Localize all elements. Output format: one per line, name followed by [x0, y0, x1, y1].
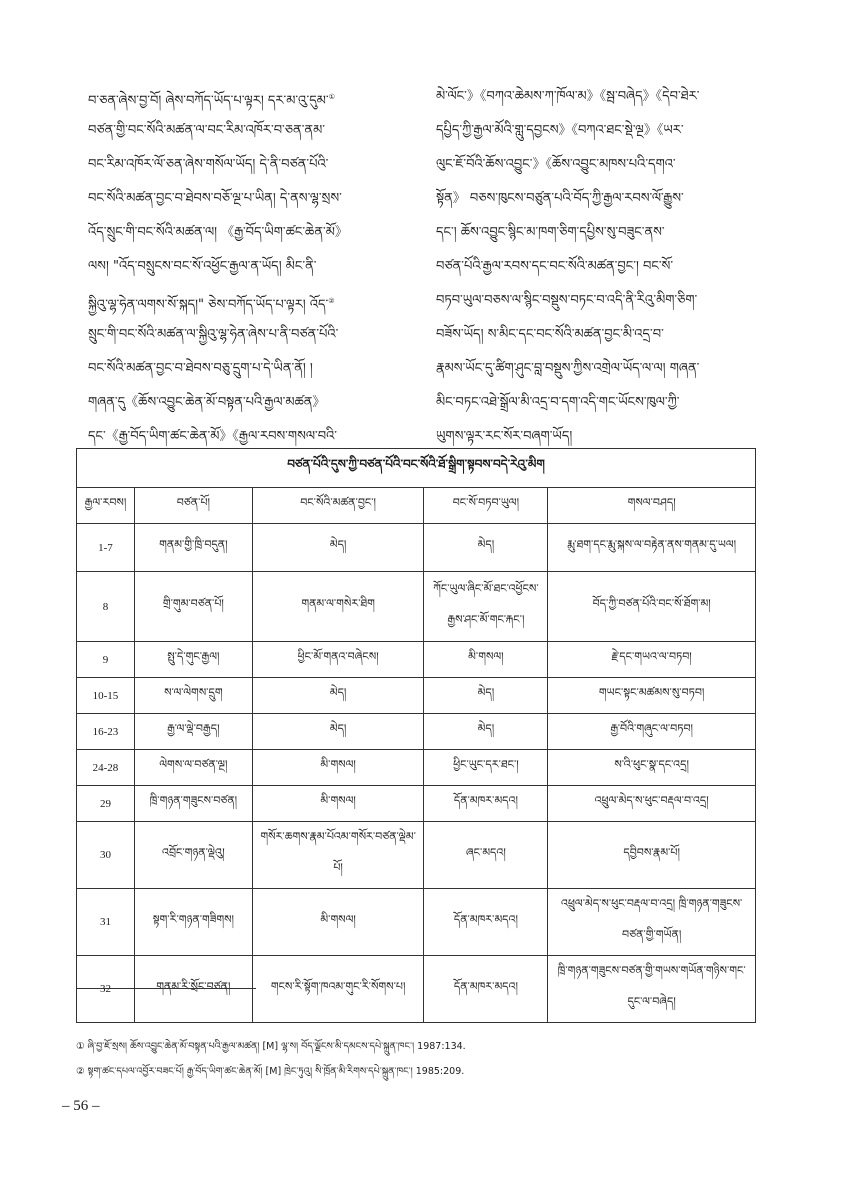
text-line: བང་རིམ་འཁོར་ལོ་ཅན་ཞེས་གསོལ་ཡོད། དེ་ནི་བཙན་པོའི་ — [88, 157, 329, 172]
table-cell: 32 — [77, 956, 135, 1023]
table-cell: ཁྲི་གཉན་གཟུངས་བཙན་གྱི་གཡས་གཡོན་གཉིས་གང་དུང་ལ་བཞེད། — [548, 956, 756, 1023]
table-cell: 29 — [77, 786, 135, 822]
table-header-row — [77, 488, 756, 524]
table-cell: ཀོང་ཡུལ་ཞིང་མོ་ཐང་འཕྱོངས་རྒྱས་ཤང་མོ་གང་རྐང་། — [424, 572, 548, 642]
table-cell: ཕྱིང་མོ་གནའ་བཞེངས། — [252, 642, 424, 678]
table-row — [77, 786, 756, 822]
column-header: རྒྱལ་རབས། — [77, 488, 135, 524]
text-line: སྐྱིའུ་ལྷ་ཧེན་ལགས་སོ་སྐད།" ཅེས་བཀོད་ཡོད་པ་ལྟར། འོད་② — [88, 297, 335, 313]
right-text-column — [436, 80, 776, 454]
text-line: བ་ཅན་ཞེས་བྱ་བོ། ཞེས་བཀོད་ཡོད་པ་ལྟར། དར་མ་འུ་དུམ་① — [88, 93, 335, 109]
text-line: བཙན་གྱི་བང་སོའི་མཚན་ལ་བང་རིམ་འཁོར་བ་ཅན་ནམ་ — [88, 123, 325, 138]
table-title: བཙན་པོའི་དུས་ཀྱི་བཙན་པོའི་བང་སོའི་ཐོ་སྒྲིག་སྟབས་བདེ་རེའུ་མིག — [77, 449, 756, 488]
king-tomb-table — [76, 448, 756, 1023]
table-cell: གྲི་གུམ་བཙན་པོ། — [134, 572, 252, 642]
table-cell: མེད། — [252, 678, 424, 714]
text-line: གཞན་དུ《ཆོས་འབྱུང་ཆེན་མོ་བསྟན་པའི་རྒྱལ་མཚན》 — [88, 395, 326, 410]
column-header: བང་སོའི་མཚན་བྱང་། — [252, 488, 424, 524]
table-cell: གནམ་གྱི་ཁྲི་བདུན། — [134, 524, 252, 572]
table-cell: རྒྱ་ལ་ལྡེ་བརྒྱད། — [134, 714, 252, 750]
table-cell: མི་གསལ། — [252, 786, 424, 822]
footnote-2: ② སྟག་ཚང་དཔལ་འབྱོར་བཟང་པོ། རྒྱ་བོད་ཡིག་ཚང་ཆེན་མོ། [M] ཁྲེང་ཏུའུ། སི་ཁྲོན་མི་རིགས་དཔེ་སྐྲུན་ཁང་། 1985:209. — [76, 1066, 465, 1077]
table-cell: འབྲོང་གཉན་ལྡེའུ། — [134, 822, 252, 889]
table-cell: མེད། — [424, 524, 548, 572]
table-cell: གཡང་སྟང་མཚམས་སུ་བཏབ། — [548, 678, 756, 714]
text-line: བང་སོའི་མཚན་བྱང་བ་ཐེབས་བཅུ་དྲུག་པ་དེ་ཡིན་ནོ། ། — [88, 361, 313, 376]
table-cell: མེད། — [424, 714, 548, 750]
text-line: བང་སོའི་མཚན་བྱང་བ་ཐེབས་བཅོ་ལྔ་པ་ཡིན། དེ་ནས་ལྷ་སྲས་ — [88, 191, 342, 206]
table-cell: གནམ་ལ་གསེར་ཐིག — [252, 572, 424, 642]
footnote-divider — [76, 988, 256, 989]
table-cell: གནམ་རི་སྲོང་བཙན། — [134, 956, 252, 1023]
table-cell: རྒྱ་བོའི་གཞུང་ལ་བཏབ། — [548, 714, 756, 750]
column-header: བང་སོ་བཏབ་ཡུལ། — [424, 488, 548, 524]
text-line: འོད་སྲུང་གི་བང་སོའི་མཚན་ལ། 《རྒྱ་བོད་ཡིག་ཚང་ཆེན་མོ》 — [88, 225, 348, 240]
table-cell: མེད། — [252, 714, 424, 750]
left-text-column — [88, 80, 428, 454]
text-line: དཔྱིད་ཀྱི་རྒྱལ་མོའི་གླུ་དབྱངས》《བཀའ་ཐང་སྡེ་ལྔ》《ཡར་ — [436, 123, 684, 138]
table-cell: 9 — [77, 642, 135, 678]
footnote-1: ① ཞི་བྱ་ཇོ་སྲས། ཆོས་འབྱུང་ཆེན་མོ་བསྟན་པའི་རྒྱལ་མཚན། [M] ལྷ་ས། བོད་ལྗོངས་མི་དམངས་དཔེ་སྐྲུན་ཁང་། 1987:134. — [76, 1041, 466, 1052]
table-cell: 16-23 — [77, 714, 135, 750]
footnote-mark[interactable]: ① — [328, 93, 335, 101]
table-row — [77, 750, 756, 786]
table-cell: 10-15 — [77, 678, 135, 714]
column-header: གསལ་བཤད། — [548, 488, 756, 524]
table-cell: དོན་མཁར་མདའ། — [424, 956, 548, 1023]
table-cell: 24-28 — [77, 750, 135, 786]
table-row — [77, 714, 756, 750]
footnote-mark[interactable]: ② — [328, 297, 335, 305]
text-line: དང་། ཆོས་འབྱུང་སྙིང་མ་ཁག་ཅིག་དཔྱིས་སུ་བཟུང་ནས་ — [436, 225, 665, 240]
table-cell: ལེགས་ལ་བཙན་ལྔ། — [134, 750, 252, 786]
text-line: ཡུགས་ལྟར་རང་སོར་བཞག་ཡོད། — [436, 429, 573, 444]
text-line: བཟོས་ཡོད། ས་མིང་དང་བང་སོའི་མཚན་བྱང་མི་འདྲ་བ་ — [436, 327, 664, 342]
table-cell: ཕྱིང་ཡུང་དར་ཐང་། — [424, 750, 548, 786]
table-cell: སྤུ་དེ་གུང་རྒྱལ། — [134, 642, 252, 678]
table-cell: རྗེ་དང་གཡའ་ལ་བཏབ། — [548, 642, 756, 678]
table-cell: མེད། — [424, 678, 548, 714]
text-line: ལུང་ཇོ་བོའི་ཆོས་འབྱུང་》《ཆོས་འབྱུང་མཁས་པའི་དགའ་ — [436, 157, 676, 172]
text-line: བཙན་པོའི་རྒྱལ་རབས་དང་བང་སོའི་མཚན་བྱང་། བང་སོ་ — [436, 259, 674, 274]
text-line: རྣམས་ཡོང་དུ་ཚིག་ཤུང་བླ་བསྡུས་ཀྱིས་འགྲེལ་ཡོད་ལ་ལ། གཞན་ — [436, 361, 700, 376]
table-cell: འཕྲུལ་མེད་ས་ཕུང་བརྡལ་བ་འདྲ། ཁྲི་གཉན་གཟུངས་བཙན་གྱི་གཡོན། — [548, 889, 756, 956]
table-cell: གསོར་ཆགས་རྣམ་པོའམ་གསོར་བཙན་ལྡེམ་པོ། — [252, 822, 424, 889]
table-cell: མི་གསལ། — [252, 750, 424, 786]
table-cell: འཕྲུལ་མེད་ས་ཕུང་བརྡལ་བ་འདྲ། — [548, 786, 756, 822]
table-row — [77, 822, 756, 889]
table-cell: དབྱིབས་རྣམ་པོ། — [548, 822, 756, 889]
table-cell: སྟག་རི་གཉན་གཟིགས། — [134, 889, 252, 956]
text-line: ལས། "འོད་བསྲུངས་བང་སོ་འཕྱོང་རྒྱལ་ན་ཡོད། མིང་ནི་ — [88, 259, 317, 274]
text-line: བཏབ་ཡུལ་བཅས་ལ་སྙིང་བསྡུས་བཏང་བ་འདི་ནི་རིའུ་མིག་ཅིག་ — [436, 293, 698, 308]
table-row — [77, 889, 756, 956]
table-cell: དོན་མཁར་མདའ། — [424, 889, 548, 956]
table-cell: མེད། — [252, 524, 424, 572]
table-cell: ས་འི་ཕུང་སྣ་དང་འདྲ། — [548, 750, 756, 786]
table-cell: 1-7 — [77, 524, 135, 572]
table-cell: 30 — [77, 822, 135, 889]
text-line: སྲུང་གི་བང་སོའི་མཚན་ལ་སྐྱིའུ་ལྷ་ཧེན་ཞེས་པ་ནི་བཙན་པོའི་ — [88, 327, 339, 342]
text-line: དང་《རྒྱ་བོད་ཡིག་ཚང་ཆེན་མོ》《རྒྱལ་རབས་གསལ་བའི་ — [88, 429, 338, 444]
text-line: མེ་ལོང་》《བཀའ་ཆེམས་ཀ་ཁོལ་མ》《སྦ་བཞེད》《དེབ་ཐེར་ — [436, 89, 700, 104]
text-line: སྟོན》 བཅས་ཁུངས་བཙུན་པའི་བོད་ཀྱི་རྒྱལ་རབས་ལོ་རྒྱུས་ — [436, 191, 684, 206]
table-cell: གངས་རི་སྟོག་ཁའམ་གུང་རི་སོགས་པ། — [252, 956, 424, 1023]
table-cell: ཁྲི་གཉན་གཟུངས་བཙན། — [134, 786, 252, 822]
text-line: མིང་བཏང་འཐེ་སྒྲོལ་མི་འདྲ་བ་དག་འདི་གང་ཡོངས་ཁུལ་ཀྱི་ — [436, 395, 680, 410]
table-row — [77, 642, 756, 678]
table-cell: རྨུ་ཐག་དང་རྨུ་སྐས་ལ་བརྟེན་ནས་གནམ་དུ་ཡལ། — [548, 524, 756, 572]
table-cell: ཞང་མདའ། — [424, 822, 548, 889]
table-cell: བོད་ཀྱི་བཙན་པོའི་བང་སོ་ཐོག་མ། — [548, 572, 756, 642]
table-cell: 8 — [77, 572, 135, 642]
table-cell: དོན་མཁར་མདའ། — [424, 786, 548, 822]
table-cell: མི་གསལ། — [424, 642, 548, 678]
table-row — [77, 678, 756, 714]
table-row — [77, 572, 756, 642]
column-header: བཙན་པོ། — [134, 488, 252, 524]
table-cell: 31 — [77, 889, 135, 956]
table-cell: ས་ལ་ལེགས་དྲུག — [134, 678, 252, 714]
page-number: – 56 – — [62, 1098, 100, 1114]
table-row — [77, 956, 756, 1023]
table-cell: མི་གསལ། — [252, 889, 424, 956]
table-row — [77, 524, 756, 572]
